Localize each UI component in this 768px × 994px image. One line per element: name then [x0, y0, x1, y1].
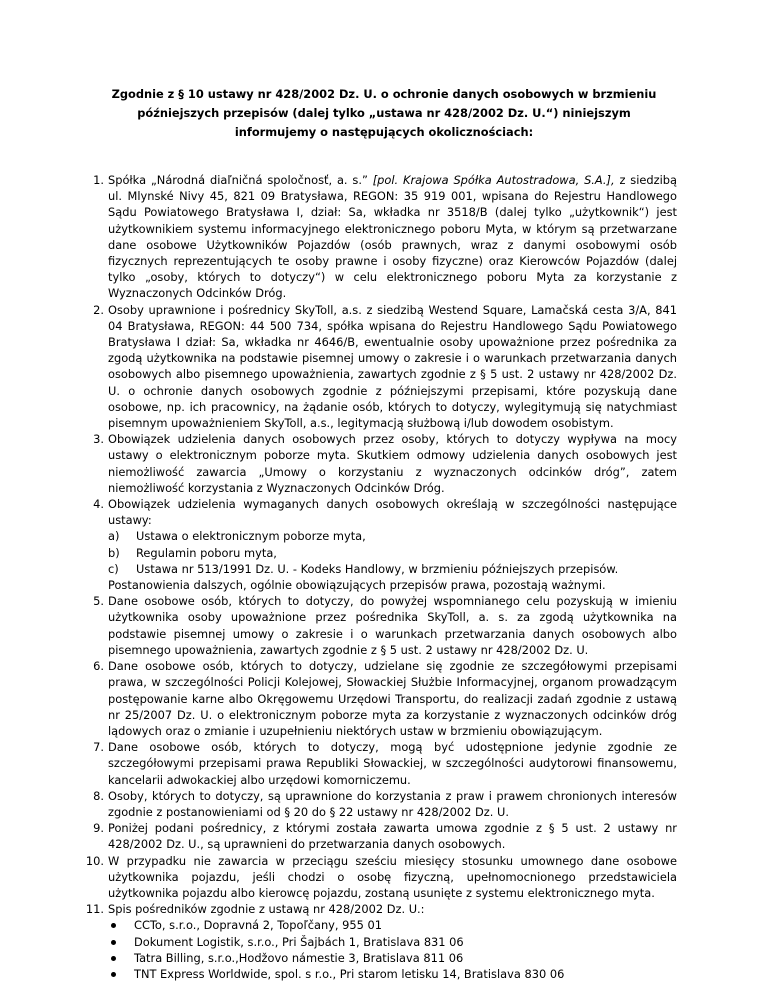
heading-line-3: informujemy o następujących okolicznościach:	[234, 125, 534, 139]
sub-item-text: Ustawa o elektronicznym poborze myta,	[136, 529, 366, 544]
list-item	[108, 966, 677, 982]
item-number: 10.	[85, 853, 104, 868]
item-number: 11.	[85, 902, 104, 917]
sub-item-text: Ustawa nr 513/1991 Dz. U. - Kodeks Handlowy, w brzmieniu późniejszych przepisów.	[136, 561, 619, 576]
item-text	[108, 172, 677, 302]
sub-item	[108, 528, 677, 544]
heading-line-1: Zgodnie z § 10 ustawy nr 428/2002 Dz. U. o ochronie danych osobowych w brzmieniu	[111, 87, 657, 101]
bullet-text: Tatra Billing, s.r.o.,Hodžovo námestie 3, Bratislava 811 06	[134, 950, 464, 965]
item-number: 5.	[93, 594, 104, 609]
list-item	[108, 917, 677, 933]
list-item-10	[0, 853, 768, 902]
sub-item	[108, 561, 677, 577]
bullet-text: TNT Express Worldwide, spol. s r.o., Pri starom letisku 14, Bratislava 830 06	[134, 966, 565, 981]
item-number: 9.	[93, 821, 104, 836]
list-item-8	[0, 788, 768, 820]
item-number: 4.	[93, 497, 104, 512]
intermediary-list	[108, 917, 677, 982]
list-item-2	[0, 302, 768, 432]
item-number: 1.	[93, 173, 104, 187]
document-heading	[90, 85, 678, 142]
item-text: Obowiązek udzielenia wymaganych danych osobowych określają w szczególności następujące ustawy:	[108, 497, 677, 528]
item-text: Obowiązek udzielenia danych osobowych przez osoby, których to dotyczy wypływa na mocy ustawy o elektronicznym poborze myta. Skutkiem odmowy udzielenia danych osobowych jest niemożliwość zawarcia „Umowy o korzystaniu z wyznaczonych odcinków dróg”, zatem niemożliwość korzystania z Wyznaczonych Odcinków Dróg.	[108, 432, 677, 495]
list-item-7	[0, 739, 768, 788]
item-number: 3.	[93, 432, 104, 447]
item-text-part: Spółka „Národná diaľničná spoločnosť, a. s.”	[108, 173, 373, 187]
list-item-1	[0, 172, 768, 302]
item-text: Poniżej podani pośrednicy, z którymi została zawarta umowa zgodnie z § 5 ust. 2 ustawy nr 428/2002 Dz. U., są uprawnieni do przetwarzania danych osobowych.	[108, 821, 677, 852]
bullet-icon	[111, 956, 116, 961]
list-item-5	[0, 593, 768, 658]
item-closing-text: Postanowienia dalszych, ogólnie obowiązujących przepisów prawa, pozostają ważnymi.	[108, 578, 606, 593]
item-text-italic: [pol. Krajowa Spółka Autostradowa, S.A.],	[372, 173, 615, 187]
bullet-icon	[111, 940, 116, 945]
sub-item-letter: a)	[108, 529, 120, 544]
sub-item-text: Regulamin poboru myta,	[136, 545, 277, 560]
item-number: 7.	[93, 740, 104, 755]
item-text: Dane osobowe osób, których to dotyczy, mogą być udostępnione jedynie zgodnie ze szczegółowymi przepisami prawa Republiki Słowackiej, w szczególności audytorowi finansowemu, kancelarii adwokackiej albo urzędowi komorniczemu.	[108, 740, 677, 787]
item-number: 2.	[93, 302, 104, 317]
item-text: Osoby uprawnione i pośrednicy SkyToll, a.s. z siedzibą Westend Square, Lamačská cesta 3/A, 841 04 Bratysława, REGON: 44 500 734, spółka wpisana do Rejestru Handlowego Sądu Powiatowego Bratysława I dział: Sa, wkładka nr 4646/B, ewentualnie osoby upoważnione przez pośrednika za zgodą użytkownika na podstawie pisemnej umowy o zakresie i o warunkach przetwarzania danych osobowych albo pisemnego upoważnienia, zawartych zgodnie z § 5 ust. 2 ustawy nr 428/2002 Dz. U. o ochronie danych osobowych zgodnie z późniejszymi przepisami, które pozyskują dane osobowe, np. ich pracownicy, na żądanie osób, których to dotyczy, wylegitymują się natychmiast pisemnym upoważnieniem SkyToll, a.s., legitymacją służbową i/lub dowodem osobistym.	[108, 302, 677, 431]
item-text: Dane osobowe osób, których to dotyczy, do powyżej wspomnianego celu pozyskują w imieniu użytkownika osoby upoważnione przez pośrednika SkyToll, a. s. za zgodą użytkownika na podstawie pisemnej umowy o zakresie i o warunkach przetwarzania danych osobowych albo pisemnego upoważnienia, zawartych zgodnie z § 5 ust. 2 ustawy nr 428/2002 Dz. U.	[108, 594, 677, 657]
list-item-3	[0, 431, 768, 496]
bullet-text: Dokument Logistik, s.r.o., Pri Šajbách 1, Bratislava 831 06	[134, 934, 464, 949]
sub-item-letter: b)	[108, 545, 120, 560]
list-item-4	[0, 496, 768, 593]
numbered-list	[0, 172, 768, 982]
item-text: Osoby, których to dotyczy, są uprawnione do korzystania z praw i prawem chronionych interesów zgodnie z postanowieniami od § 20 do § 22 ustawy nr 428/2002 Dz. U.	[108, 788, 677, 819]
item-number: 6.	[93, 659, 104, 674]
list-item-9	[0, 820, 768, 852]
item-text: Spis pośredników zgodnie z ustawą nr 428/2002 Dz. U.:	[108, 902, 425, 917]
bullet-icon	[111, 923, 116, 928]
list-item-11	[0, 901, 768, 982]
item-text: W przypadku nie zawarcia w przeciągu sześciu miesięcy stosunku umownego dane osobowe użytkownika pojazdu, jeśli chodzi o osobę fizyczną, upełnomocnionego przedstawiciela użytkownika pojazdu albo kierowcę pojazdu, zostaną usunięte z systemu elektronicznego myta.	[108, 853, 677, 900]
list-item	[108, 950, 677, 966]
item-text: Dane osobowe osób, których to dotyczy, udzielane się zgodnie ze szczegółowymi przepisami prawa, w szczególności Policji Kolejowej, Słowackiej Służbie Informacyjnej, organom prowadzącym postępowanie karne albo Okręgowemu Urzędowi Transportu, do realizacji zadań zgodnie z ustawą nr 25/2007 Dz. U. o elektronicznym poborze myta za korzystanie z wyznaczonych odcinków dróg lądowych oraz o zmianie i uzupełnieniu niektórych ustaw w brzmieniu obowiązującym.	[108, 659, 677, 738]
bullet-text: CCTo, s.r.o., Dopravná 2, Topoľčany, 955 01	[134, 918, 383, 933]
bullet-icon	[111, 972, 116, 977]
item-text-part: z siedzibą ul. Mlynské Nivy 45, 821 09 Bratysława, REGON: 35 919 001, wpisana do Rejestru Handlowego Sądu Powiatowego Bratysława I, dział: Sa, wkładka nr 3518/B (dalej tylko „użytkownik“) jest użytkownikiem systemu informacyjnego elektronicznego poboru Myta, w którym są przetwarzane dane osobowe Użytkowników Pojazdów (osób prawnych, wraz z danymi osobowymi osób fizycznych reprezentujących te osoby prawne i osoby fizyczne) oraz Kierowców Pojazdów (dalej tylko „osoby, których to dotyczy“) w celu elektronicznego poboru Myta za korzystanie z Wyznaczonych Odcinków Dróg.	[108, 173, 677, 301]
sub-item-letter: c)	[108, 561, 119, 576]
list-item-6	[0, 658, 768, 739]
item-number: 8.	[93, 788, 104, 803]
heading-line-2: późniejszych przepisów (dalej tylko „ustawa nr 428/2002 Dz. U.“) niniejszym	[137, 106, 631, 120]
sub-item	[108, 545, 677, 561]
list-item	[108, 934, 677, 950]
